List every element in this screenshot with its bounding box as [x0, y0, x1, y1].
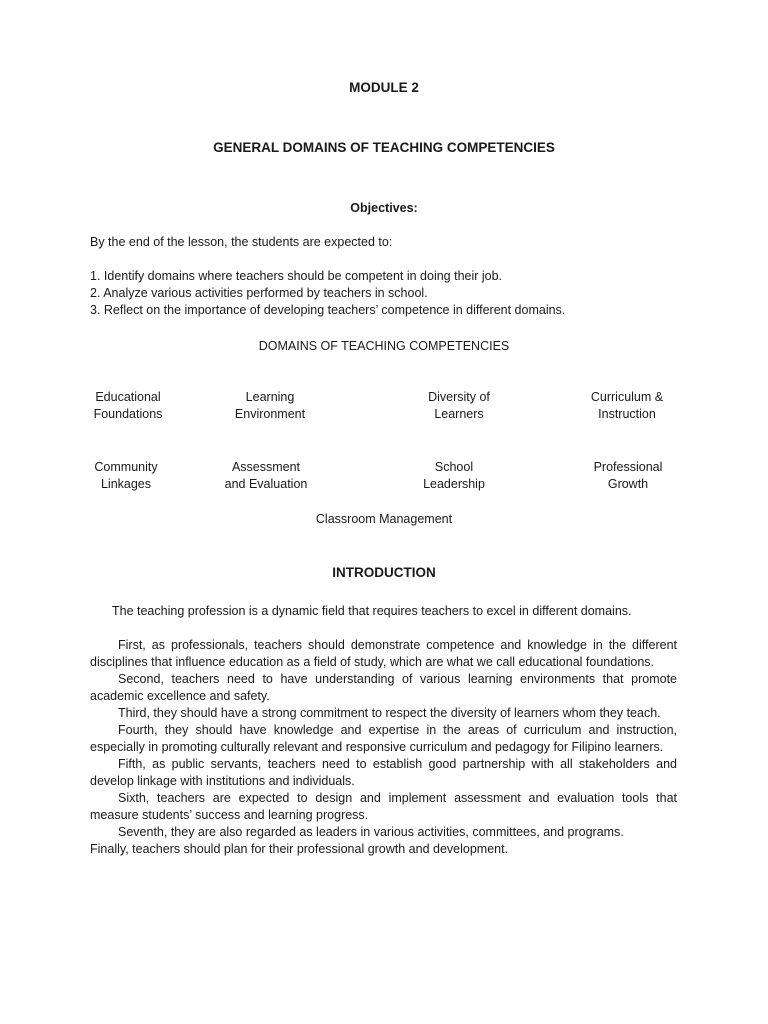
domain-classroom-management: Classroom Management [315, 512, 453, 526]
paragraph: Finally, teachers should plan for their professional growth and development. [90, 842, 509, 856]
objectives-lead: By the end of the lesson, the students are expected to: [90, 235, 393, 249]
domain-label: Learners [434, 407, 484, 421]
domain-label: and Evaluation [224, 477, 308, 491]
domain-label: Assessment [231, 460, 301, 474]
domain-label: Curriculum & [590, 390, 664, 404]
domain-label: School [434, 460, 474, 474]
domain-label: Environment [234, 407, 306, 421]
domain-label: Professional [593, 460, 663, 474]
domain-label: Growth [607, 477, 649, 491]
domain-assessment-evaluation [186, 459, 346, 493]
paragraph: Sixth, teachers are expected to design and implement assessment and evaluation tools that measure students’ success and learning progress. [90, 791, 677, 822]
paragraph: Second, teachers need to have understanding of various learning environments that promote academic excellence and safety. [90, 672, 677, 703]
domain-label: Leadership [423, 477, 485, 491]
domain-learning-environment [190, 389, 350, 423]
domain-community-linkages [46, 459, 206, 493]
objective-item: 3. Reflect on the importance of developing teachers’ competence in different domains. [90, 303, 566, 317]
paragraph: Fifth, as public servants, teachers need to establish good partnership with all stakeholders and develop linkage with institutions and individuals. [90, 757, 677, 788]
objectives-list [90, 268, 565, 319]
domain-diversity-of-learners [379, 389, 539, 423]
objective-item: 1. Identify domains where teachers should be competent in doing their job. [90, 269, 503, 283]
domain-label: Learning [245, 390, 295, 404]
paragraph: The teaching profession is a dynamic field that requires teachers to excel in different domains. [112, 604, 632, 618]
paragraph: Third, they should have a strong commitment to respect the diversity of learners whom they teach. [118, 706, 661, 720]
domain-school-leadership [374, 459, 534, 493]
paragraph: Fourth, they should have knowledge and expertise in the areas of curriculum and instruction, especially in promoting culturally relevant and responsive curriculum and pedagogy for Filipino learners. [90, 723, 677, 754]
domain-educational-foundations [48, 389, 208, 423]
domain-label: Foundations [93, 407, 163, 421]
domain-label: Instruction [598, 407, 656, 421]
objectives-heading: Objectives: [350, 201, 418, 215]
domains-heading: DOMAINS OF TEACHING COMPETENCIES [258, 339, 510, 353]
introduction-body [90, 603, 677, 858]
objective-item: 2. Analyze various activities performed by teachers in school. [90, 286, 428, 300]
domain-professional-growth [548, 459, 708, 493]
paragraph: First, as professionals, teachers should demonstrate competence and knowledge in the different disciplines that influence education as a field of study, which are what we call educational foundations. [90, 638, 677, 669]
domain-label: Linkages [100, 477, 152, 491]
domain-curriculum-instruction [547, 389, 707, 423]
page-title: GENERAL DOMAINS OF TEACHING COMPETENCIES [213, 140, 555, 155]
introduction-heading: INTRODUCTION [332, 565, 436, 580]
domain-label: Community [94, 460, 158, 474]
paragraph: Seventh, they are also regarded as leaders in various activities, committees, and programs. [118, 825, 624, 839]
module-number: MODULE 2 [349, 80, 419, 95]
domain-label: Educational [95, 390, 161, 404]
domain-label: Diversity of [428, 390, 490, 404]
